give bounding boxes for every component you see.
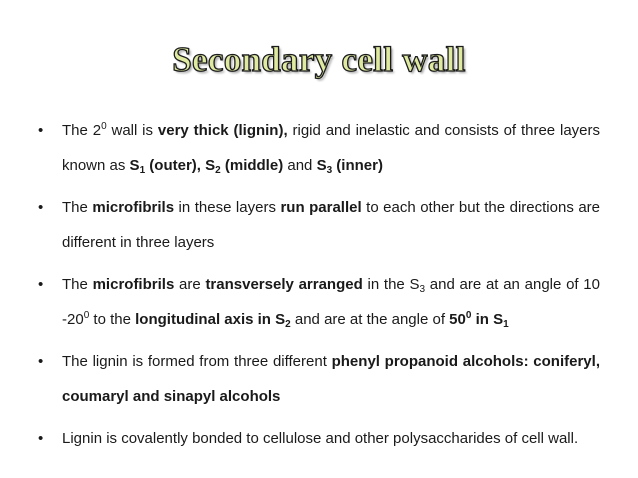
subscript: 1 [139, 165, 146, 176]
bullet-item-microfibrils-parallel [38, 190, 600, 260]
text: (outer), S [145, 157, 216, 174]
text: 50 [449, 311, 466, 328]
text: (middle) [220, 157, 284, 174]
bullet-item-wall-thickness [38, 113, 600, 183]
text: S [129, 157, 140, 174]
text: rigid and inelastic and consists of three layers known as [62, 122, 601, 174]
text: and are at the angle of [290, 311, 450, 328]
text: in these layers [174, 199, 281, 216]
subscript: 2 [285, 319, 291, 330]
text: and [283, 157, 317, 174]
text: The [62, 276, 93, 293]
bold-text: microfibrils [92, 276, 175, 293]
superscript: 0 [83, 310, 90, 321]
text: to each other but the directions are different in three layers [62, 199, 600, 251]
bullet-list [38, 113, 600, 456]
bullet-dot-icon: • [38, 276, 44, 293]
text: S [316, 157, 327, 174]
bold-text: very thick (lignin), [157, 122, 288, 139]
text: and are at an angle of 10 -20 [62, 276, 600, 328]
superscript: 0 [465, 310, 472, 321]
text: The lignin is formed from three different [62, 353, 332, 370]
bold-text: run parallel [280, 199, 362, 216]
text: to the [89, 311, 136, 328]
bold-text: microfibrils [92, 199, 175, 216]
subscript: 1 [503, 319, 509, 330]
bullet-dot-icon: • [38, 430, 44, 447]
superscript: 0 [101, 121, 107, 132]
text: in S [471, 311, 504, 328]
bullet-dot-icon: • [38, 199, 44, 216]
bold-text [130, 157, 284, 174]
text: wall is [106, 122, 158, 139]
text: The 2 [62, 122, 102, 139]
subscript: 3 [326, 165, 333, 176]
bullet-item-lignin-bonding [38, 421, 600, 456]
bullet-item-lignin-formation [38, 344, 600, 414]
bold-text: phenyl propanoid alcohols: coniferyl, coumaryl and sinapyl alcohols [62, 353, 600, 405]
subscript: 3 [419, 284, 426, 295]
text: are [174, 276, 206, 293]
bold-text [135, 311, 291, 328]
text: Lignin is covalently bonded to cellulose and other polysaccharides of cell wall. [62, 430, 579, 447]
text: in the S [362, 276, 420, 293]
bold-text [317, 157, 383, 174]
bold-text: transversely arranged [205, 276, 363, 293]
bold-text [449, 311, 508, 328]
slide-title: Secondary cell wall [172, 40, 466, 79]
text: longitudinal axis in S [135, 311, 286, 328]
text: The [62, 199, 93, 216]
bullet-dot-icon: • [38, 353, 44, 370]
subscript: 2 [215, 165, 221, 176]
text: (inner) [332, 157, 383, 174]
bullet-dot-icon: • [38, 122, 44, 139]
bullet-item-microfibril-angles [38, 267, 600, 337]
